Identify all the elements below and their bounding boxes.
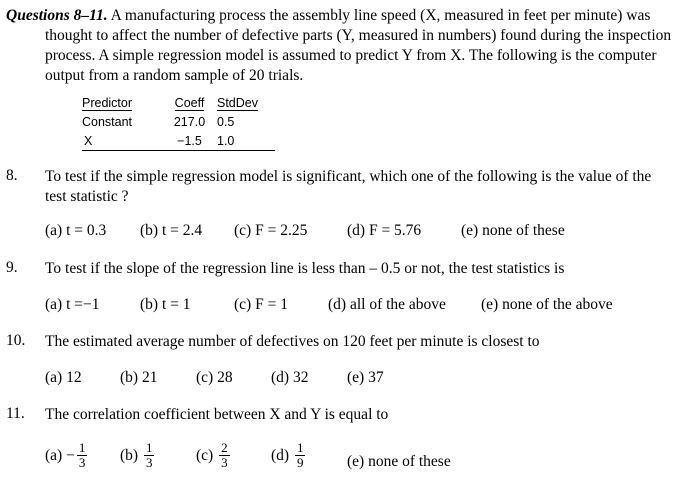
question-11-text: The correlation coefficient between X and Y is equal to bbox=[45, 406, 389, 423]
intro-text-4: output from a random sample of 20 trials. bbox=[45, 67, 304, 84]
q11-option-b-label: (b) bbox=[120, 446, 139, 464]
q10-option-e[interactable]: (e) 37 bbox=[347, 369, 384, 386]
q8-option-b[interactable]: (b) t = 2.4 bbox=[140, 222, 203, 239]
question-8-text bbox=[45, 167, 651, 207]
q10-option-a[interactable]: (a) 12 bbox=[45, 369, 82, 386]
q10-option-c[interactable]: (c) 28 bbox=[196, 369, 233, 386]
numerator: 1 bbox=[78, 440, 86, 455]
q11-option-a[interactable] bbox=[45, 441, 89, 470]
fraction bbox=[144, 441, 155, 470]
cell-predictor: Constant bbox=[82, 114, 133, 129]
cell-stddev: 1.0 bbox=[217, 131, 275, 151]
q9-option-c[interactable]: (c) F = 1 bbox=[234, 296, 288, 313]
header-coeff: Coeff bbox=[174, 95, 205, 110]
q11-option-c-label: (c) bbox=[196, 446, 214, 464]
table-header-row bbox=[82, 93, 275, 112]
questions-heading: Questions 8–11. bbox=[6, 7, 108, 24]
question-10-number: 10. bbox=[6, 332, 26, 349]
q8-option-e[interactable]: (e) none of these bbox=[461, 222, 565, 239]
table-row bbox=[82, 131, 275, 151]
q10-option-b[interactable]: (b) 21 bbox=[120, 369, 158, 386]
fraction bbox=[295, 441, 306, 470]
regression-output-table bbox=[82, 93, 275, 151]
question-8-number: 8. bbox=[6, 167, 18, 184]
q11-option-b[interactable] bbox=[120, 441, 156, 470]
intro-text-1: A manufacturing process the assembly line speed (X, measured in feet per minute) was bbox=[110, 7, 651, 24]
question-8-line-1: To test if the simple regression model is significant, which one of the following is the value of the bbox=[45, 168, 652, 185]
denominator: 3 bbox=[221, 455, 228, 470]
intro-paragraph bbox=[6, 6, 686, 86]
denominator: 3 bbox=[78, 455, 86, 470]
question-8-line-2: test statistic ? bbox=[45, 188, 129, 205]
q8-option-c[interactable]: (c) F = 2.25 bbox=[234, 222, 308, 239]
question-10-text: The estimated average number of defectives on 120 feet per minute is closest to bbox=[45, 333, 540, 350]
intro-line-1 bbox=[6, 6, 686, 26]
cell-coeff: −1.5 bbox=[162, 131, 217, 151]
fraction bbox=[77, 441, 88, 470]
q11-option-d-label: (d) bbox=[271, 446, 290, 464]
q11-option-c[interactable] bbox=[196, 441, 232, 470]
q11-option-a-sign: − bbox=[66, 446, 75, 464]
denominator: 3 bbox=[145, 455, 153, 470]
intro-text-3: process. A simple regression model is assumed to predict Y from X. The following is the computer bbox=[45, 47, 657, 64]
numerator: 2 bbox=[221, 440, 228, 455]
question-9-number: 9. bbox=[6, 259, 18, 276]
q9-option-b[interactable]: (b) t = 1 bbox=[140, 296, 191, 313]
q11-option-e[interactable]: (e) none of these bbox=[347, 453, 451, 470]
q9-option-e[interactable]: (e) none of the above bbox=[481, 296, 613, 313]
numerator: 1 bbox=[145, 440, 153, 455]
intro-text-2: thought to affect the number of defective parts (Y, measured in numbers) found during the inspection bbox=[45, 27, 672, 44]
cell-predictor: X bbox=[82, 131, 162, 151]
cell-coeff: 217.0 bbox=[173, 114, 206, 129]
numerator: 1 bbox=[296, 440, 304, 455]
question-9-text: To test if the slope of the regression line is less than – 0.5 or not, the test statistics is bbox=[45, 260, 565, 277]
q8-option-a[interactable]: (a) t = 0.3 bbox=[45, 222, 107, 239]
fraction bbox=[219, 441, 230, 470]
denominator: 9 bbox=[296, 455, 304, 470]
q10-option-d[interactable]: (d) 32 bbox=[271, 369, 309, 386]
table-row bbox=[82, 112, 275, 131]
q8-option-d[interactable]: (d) F = 5.76 bbox=[347, 222, 422, 239]
q11-option-d[interactable] bbox=[271, 441, 307, 470]
q9-option-d[interactable]: (d) all of the above bbox=[328, 296, 446, 313]
header-stddev: StdDev bbox=[217, 95, 258, 110]
header-predictor: Predictor bbox=[82, 95, 133, 110]
q9-option-a[interactable]: (a) t =−1 bbox=[45, 296, 100, 313]
question-11-number: 11. bbox=[6, 405, 25, 422]
q11-option-a-label: (a) bbox=[45, 446, 63, 464]
cell-stddev: 0.5 bbox=[217, 114, 235, 129]
